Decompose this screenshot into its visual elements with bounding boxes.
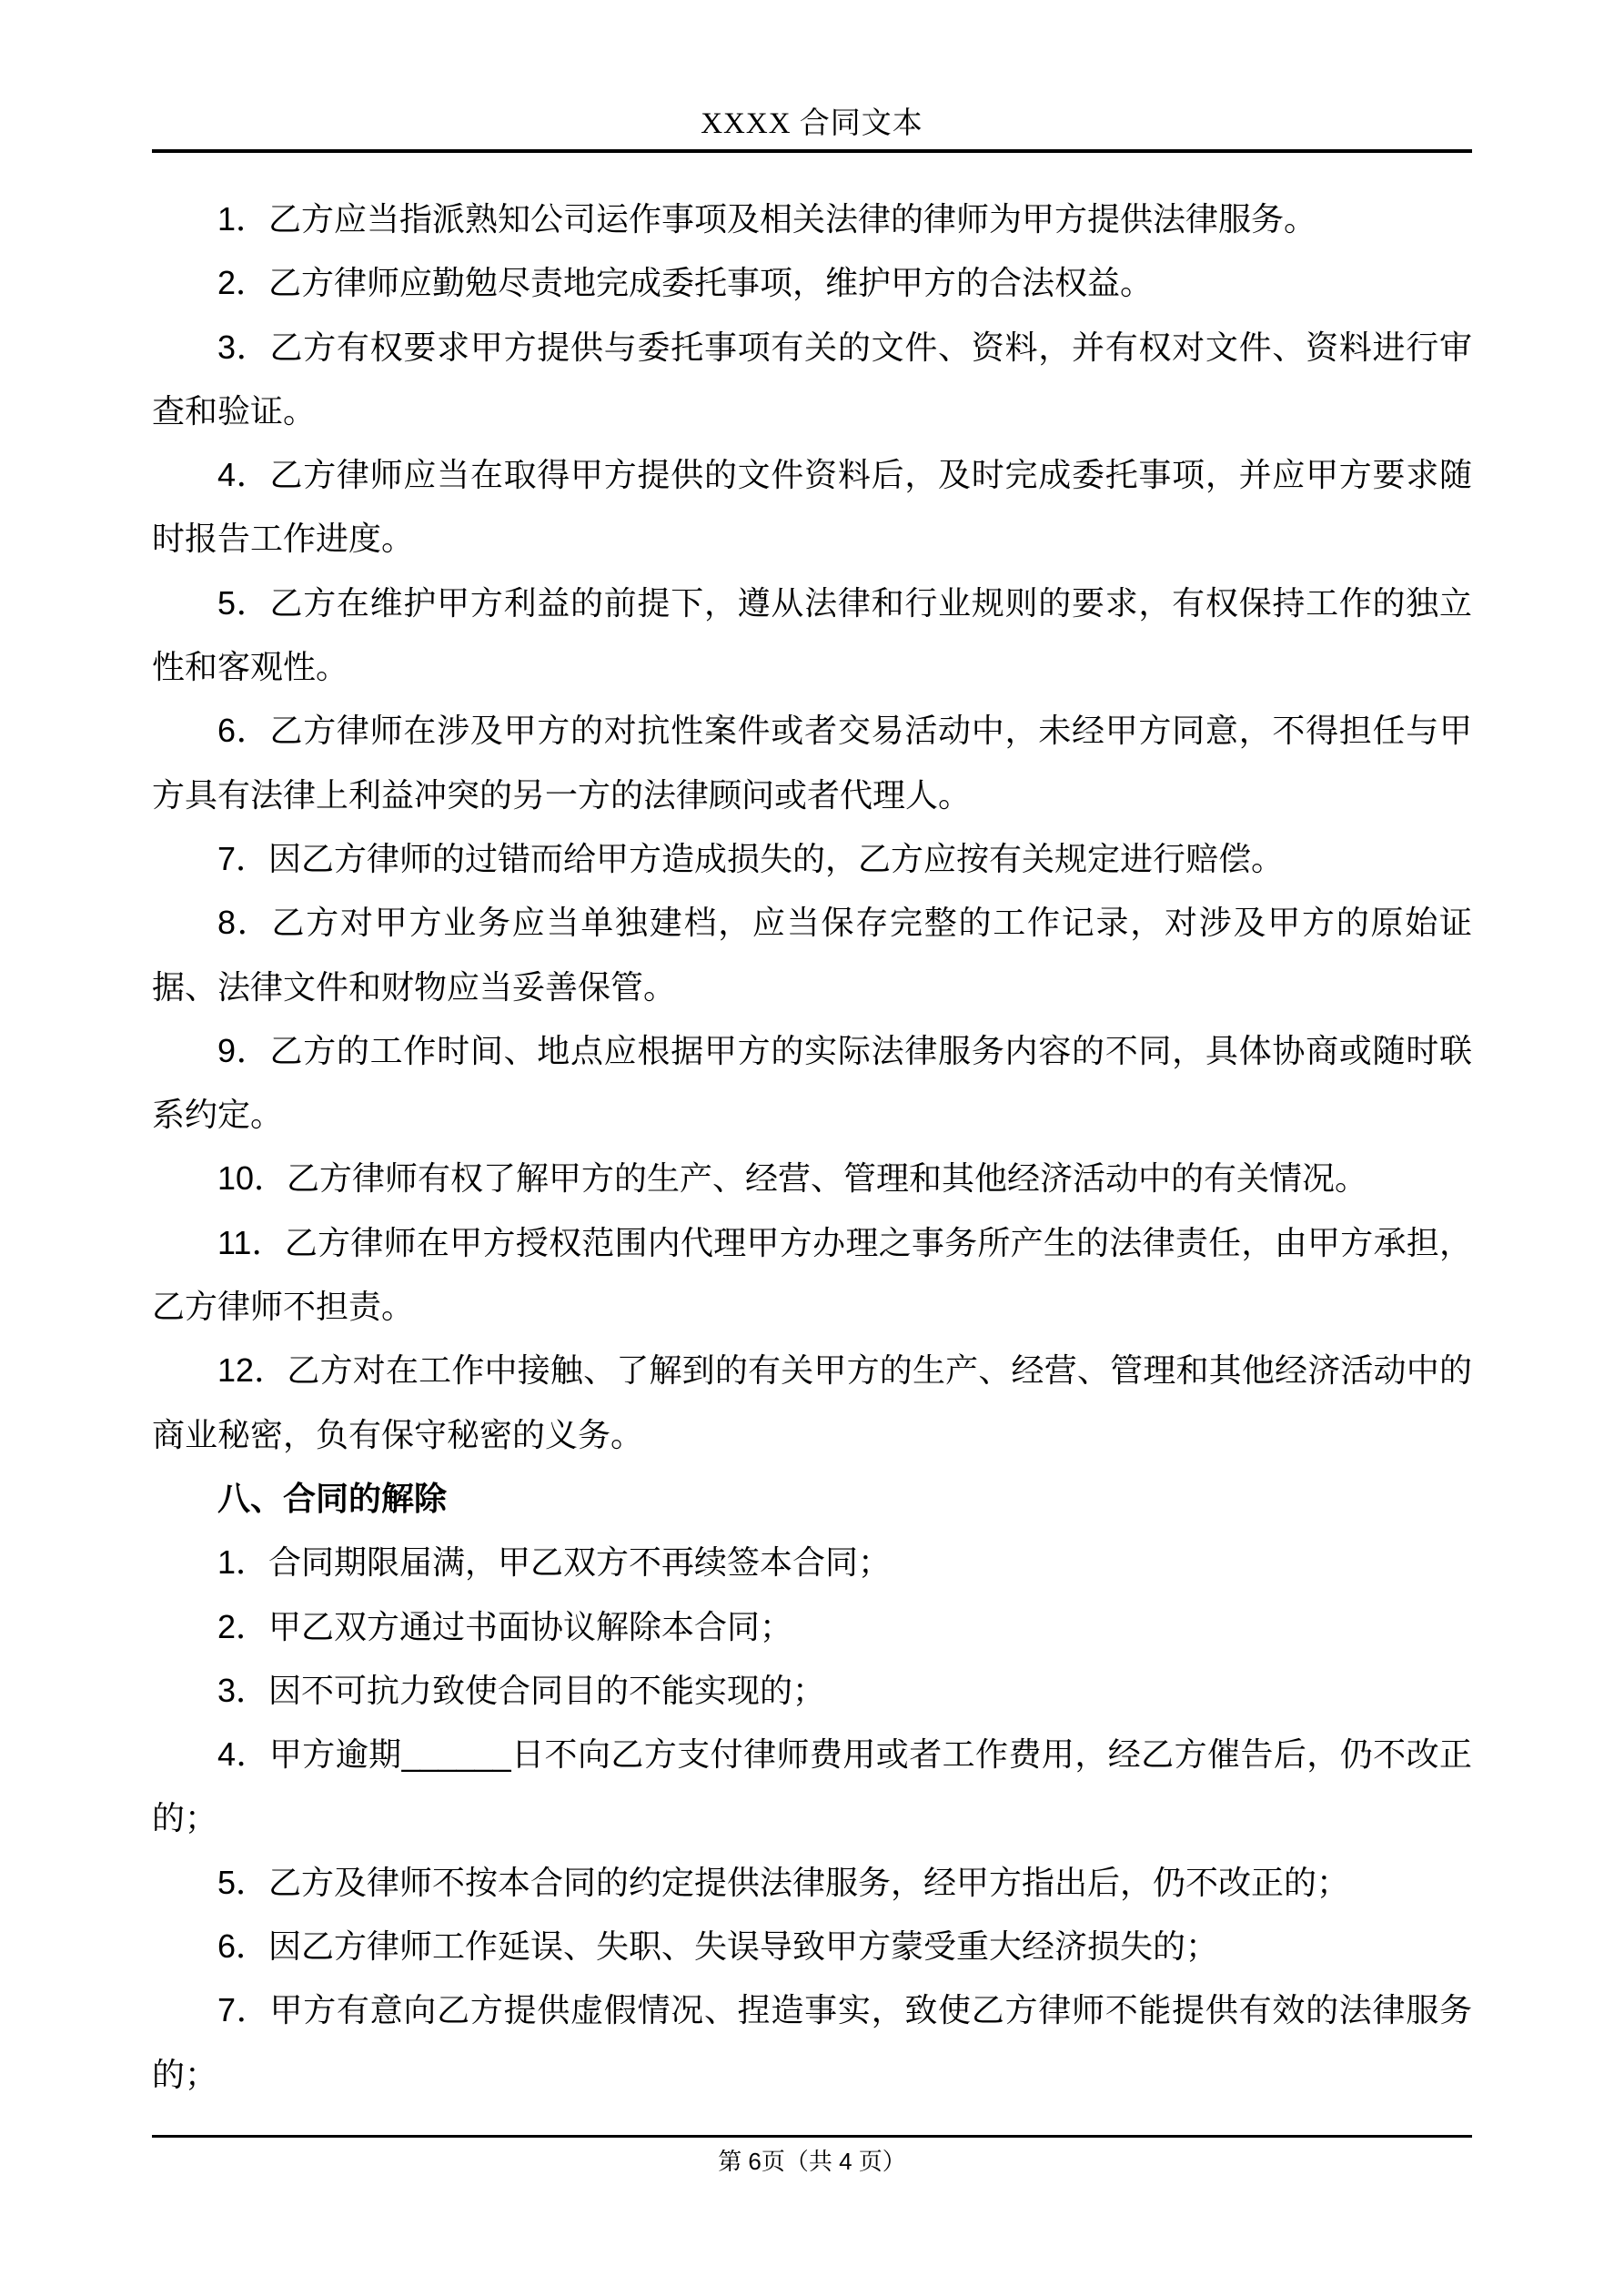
contract-clause-8: 8．乙方对甲方业务应当单独建档，应当保存完整的工作记录，对涉及甲方的原始证据、法律文件和财物应当妥善保管。 — [152, 904, 1472, 1006]
termination-item-1: 1．合同期限届满，甲乙双方不再续签本合同； — [217, 1543, 892, 1582]
contract-clause-3: 3．乙方有权要求甲方提供与委托事项有关的文件、资料，并有权对文件、资料进行审查和验证。 — [152, 328, 1472, 430]
termination-item-4: 4．甲方逾期______日不向乙方支付律师费用或者工作费用，经乙方催告后，仍不改正的； — [152, 1735, 1472, 1837]
page-number: 第 6页（共 4 页） — [718, 2148, 906, 2175]
contract-clause-1: 1．乙方应当指派熟知公司运作事项及相关法律的律师为甲方提供法律服务。 — [217, 200, 1317, 238]
contract-clause-6: 6．乙方律师在涉及甲方的对抗性案件或者交易活动中，未经甲方同意，不得担任与甲方具有法律上利益冲突的另一方的法律顾问或者代理人。 — [152, 712, 1472, 814]
termination-item-3: 3．因不可抗力致使合同目的不能实现的； — [217, 1671, 826, 1709]
contract-clause-4: 4．乙方律师应当在取得甲方提供的文件资料后，及时完成委托事项，并应甲方要求随时报告工作进度。 — [152, 456, 1472, 558]
document-footer — [152, 2135, 1472, 2177]
document-header — [152, 0, 1472, 153]
document-body — [152, 187, 1472, 2107]
section-heading-termination: 八、合同的解除 — [217, 1479, 448, 1517]
termination-item-7: 7．甲方有意向乙方提供虚假情况、捏造事实，致使乙方律师不能提供有效的法律服务的； — [152, 1991, 1472, 2093]
contract-clause-12: 12．乙方对在工作中接触、了解到的有关甲方的生产、经营、管理和其他经济活动中的商业秘密，负有保守秘密的义务。 — [152, 1351, 1472, 1453]
header-title: XXXX 合同文本 — [701, 107, 923, 140]
termination-item-5: 5．乙方及律师不按本合同的约定提供法律服务，经甲方指出后，仍不改正的； — [217, 1863, 1350, 1901]
termination-item-6: 6．因乙方律师工作延误、失职、失误导致甲方蒙受重大经济损失的； — [217, 1927, 1219, 1966]
termination-item-2: 2．甲乙双方通过书面协议解除本合同； — [217, 1607, 793, 1645]
contract-clause-5: 5．乙方在维护甲方利益的前提下，遵从法律和行业规则的要求，有权保持工作的独立性和客观性。 — [152, 583, 1472, 686]
contract-clause-11: 11．乙方律师在甲方授权范围内代理甲方办理之事务所产生的法律责任，由甲方承担，乙方律师不担责。 — [152, 1223, 1472, 1326]
contract-clause-7: 7．因乙方律师的过错而给甲方造成损失的，乙方应按有关规定进行赔偿。 — [217, 839, 1285, 877]
contract-clause-10: 10．乙方律师有权了解甲方的生产、经营、管理和其他经济活动中的有关情况。 — [217, 1159, 1368, 1198]
contract-clause-9: 9．乙方的工作时间、地点应根据甲方的实际法律服务内容的不同，具体协商或随时联系约定。 — [152, 1031, 1472, 1134]
contract-clause-2: 2．乙方律师应勤勉尽责地完成委托事项，维护甲方的合法权益。 — [217, 264, 1154, 302]
